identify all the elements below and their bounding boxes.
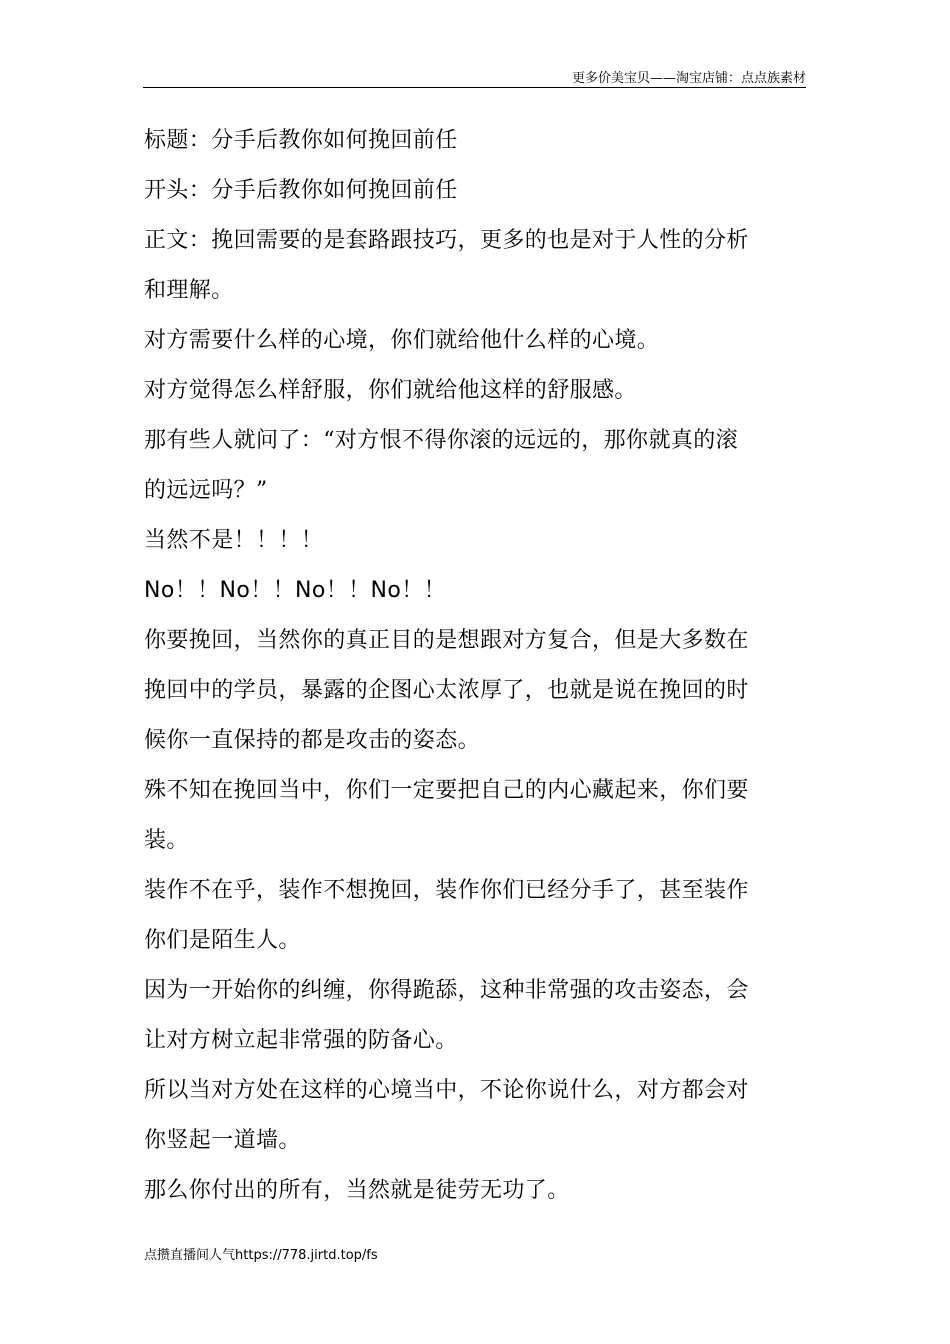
- paragraph-line: 正文：挽回需要的是套路跟技巧，更多的也是对于人性的分析: [144, 228, 749, 253]
- footer-label: 点攒直播间人气: [144, 1248, 236, 1263]
- paragraph-line: No！！No！！No！！No！！: [144, 578, 447, 603]
- paragraph-line: 让对方树立起非常强的防备心。: [144, 1028, 458, 1053]
- paragraph-line: 你们是陌生人。: [144, 928, 301, 953]
- title-line: 标题：分手后教你如何挽回前任: [144, 128, 458, 153]
- paragraph-line: 装。: [144, 828, 189, 853]
- footer-url: https://778.jirtd.top/fs: [235, 1248, 378, 1263]
- paragraph-line: 那么你付出的所有，当然就是徒劳无功了。: [144, 1178, 570, 1203]
- paragraph-line: 挽回中的学员，暴露的企图心太浓厚了，也就是说在挽回的时: [144, 678, 749, 703]
- paragraph-line: 你要挽回，当然你的真正目的是想跟对方复合，但是大多数在: [144, 628, 749, 653]
- paragraph-line: 的远远吗？”: [144, 478, 268, 503]
- paragraph-line: 对方觉得怎么样舒服，你们就给他这样的舒服感。: [144, 378, 637, 403]
- paragraph-line: 所以当对方处在这样的心境当中，不论你说什么，对方都会对: [144, 1078, 749, 1103]
- page-footer: [144, 1248, 378, 1264]
- paragraph-line: 和理解。: [144, 278, 234, 303]
- paragraph-line: 候你一直保持的都是攻击的姿态。: [144, 728, 481, 753]
- paragraph-line: 当然不是！！！！: [144, 528, 324, 553]
- paragraph-line: 对方需要什么样的心境，你们就给他什么样的心境。: [144, 328, 660, 353]
- header-text: 更多价美宝贝——淘宝店铺：点点族素材: [571, 71, 806, 86]
- paragraph-line: 你竖起一道墙。: [144, 1128, 301, 1153]
- paragraph-line: 那有些人就问了：“对方恨不得你滚的远远的，那你就真的滚: [144, 428, 739, 453]
- paragraph-line: 装作不在乎，装作不想挽回，装作你们已经分手了，甚至装作: [144, 878, 749, 903]
- paragraph-line: 殊不知在挽回当中，你们一定要把自己的内心藏起来，你们要: [144, 778, 749, 803]
- paragraph-line: 因为一开始你的纠缠，你得跪舔，这种非常强的攻击姿态，会: [144, 978, 749, 1003]
- page-header: [143, 72, 806, 88]
- document-body: [144, 116, 809, 1216]
- opening-line: 开头：分手后教你如何挽回前任: [144, 178, 458, 203]
